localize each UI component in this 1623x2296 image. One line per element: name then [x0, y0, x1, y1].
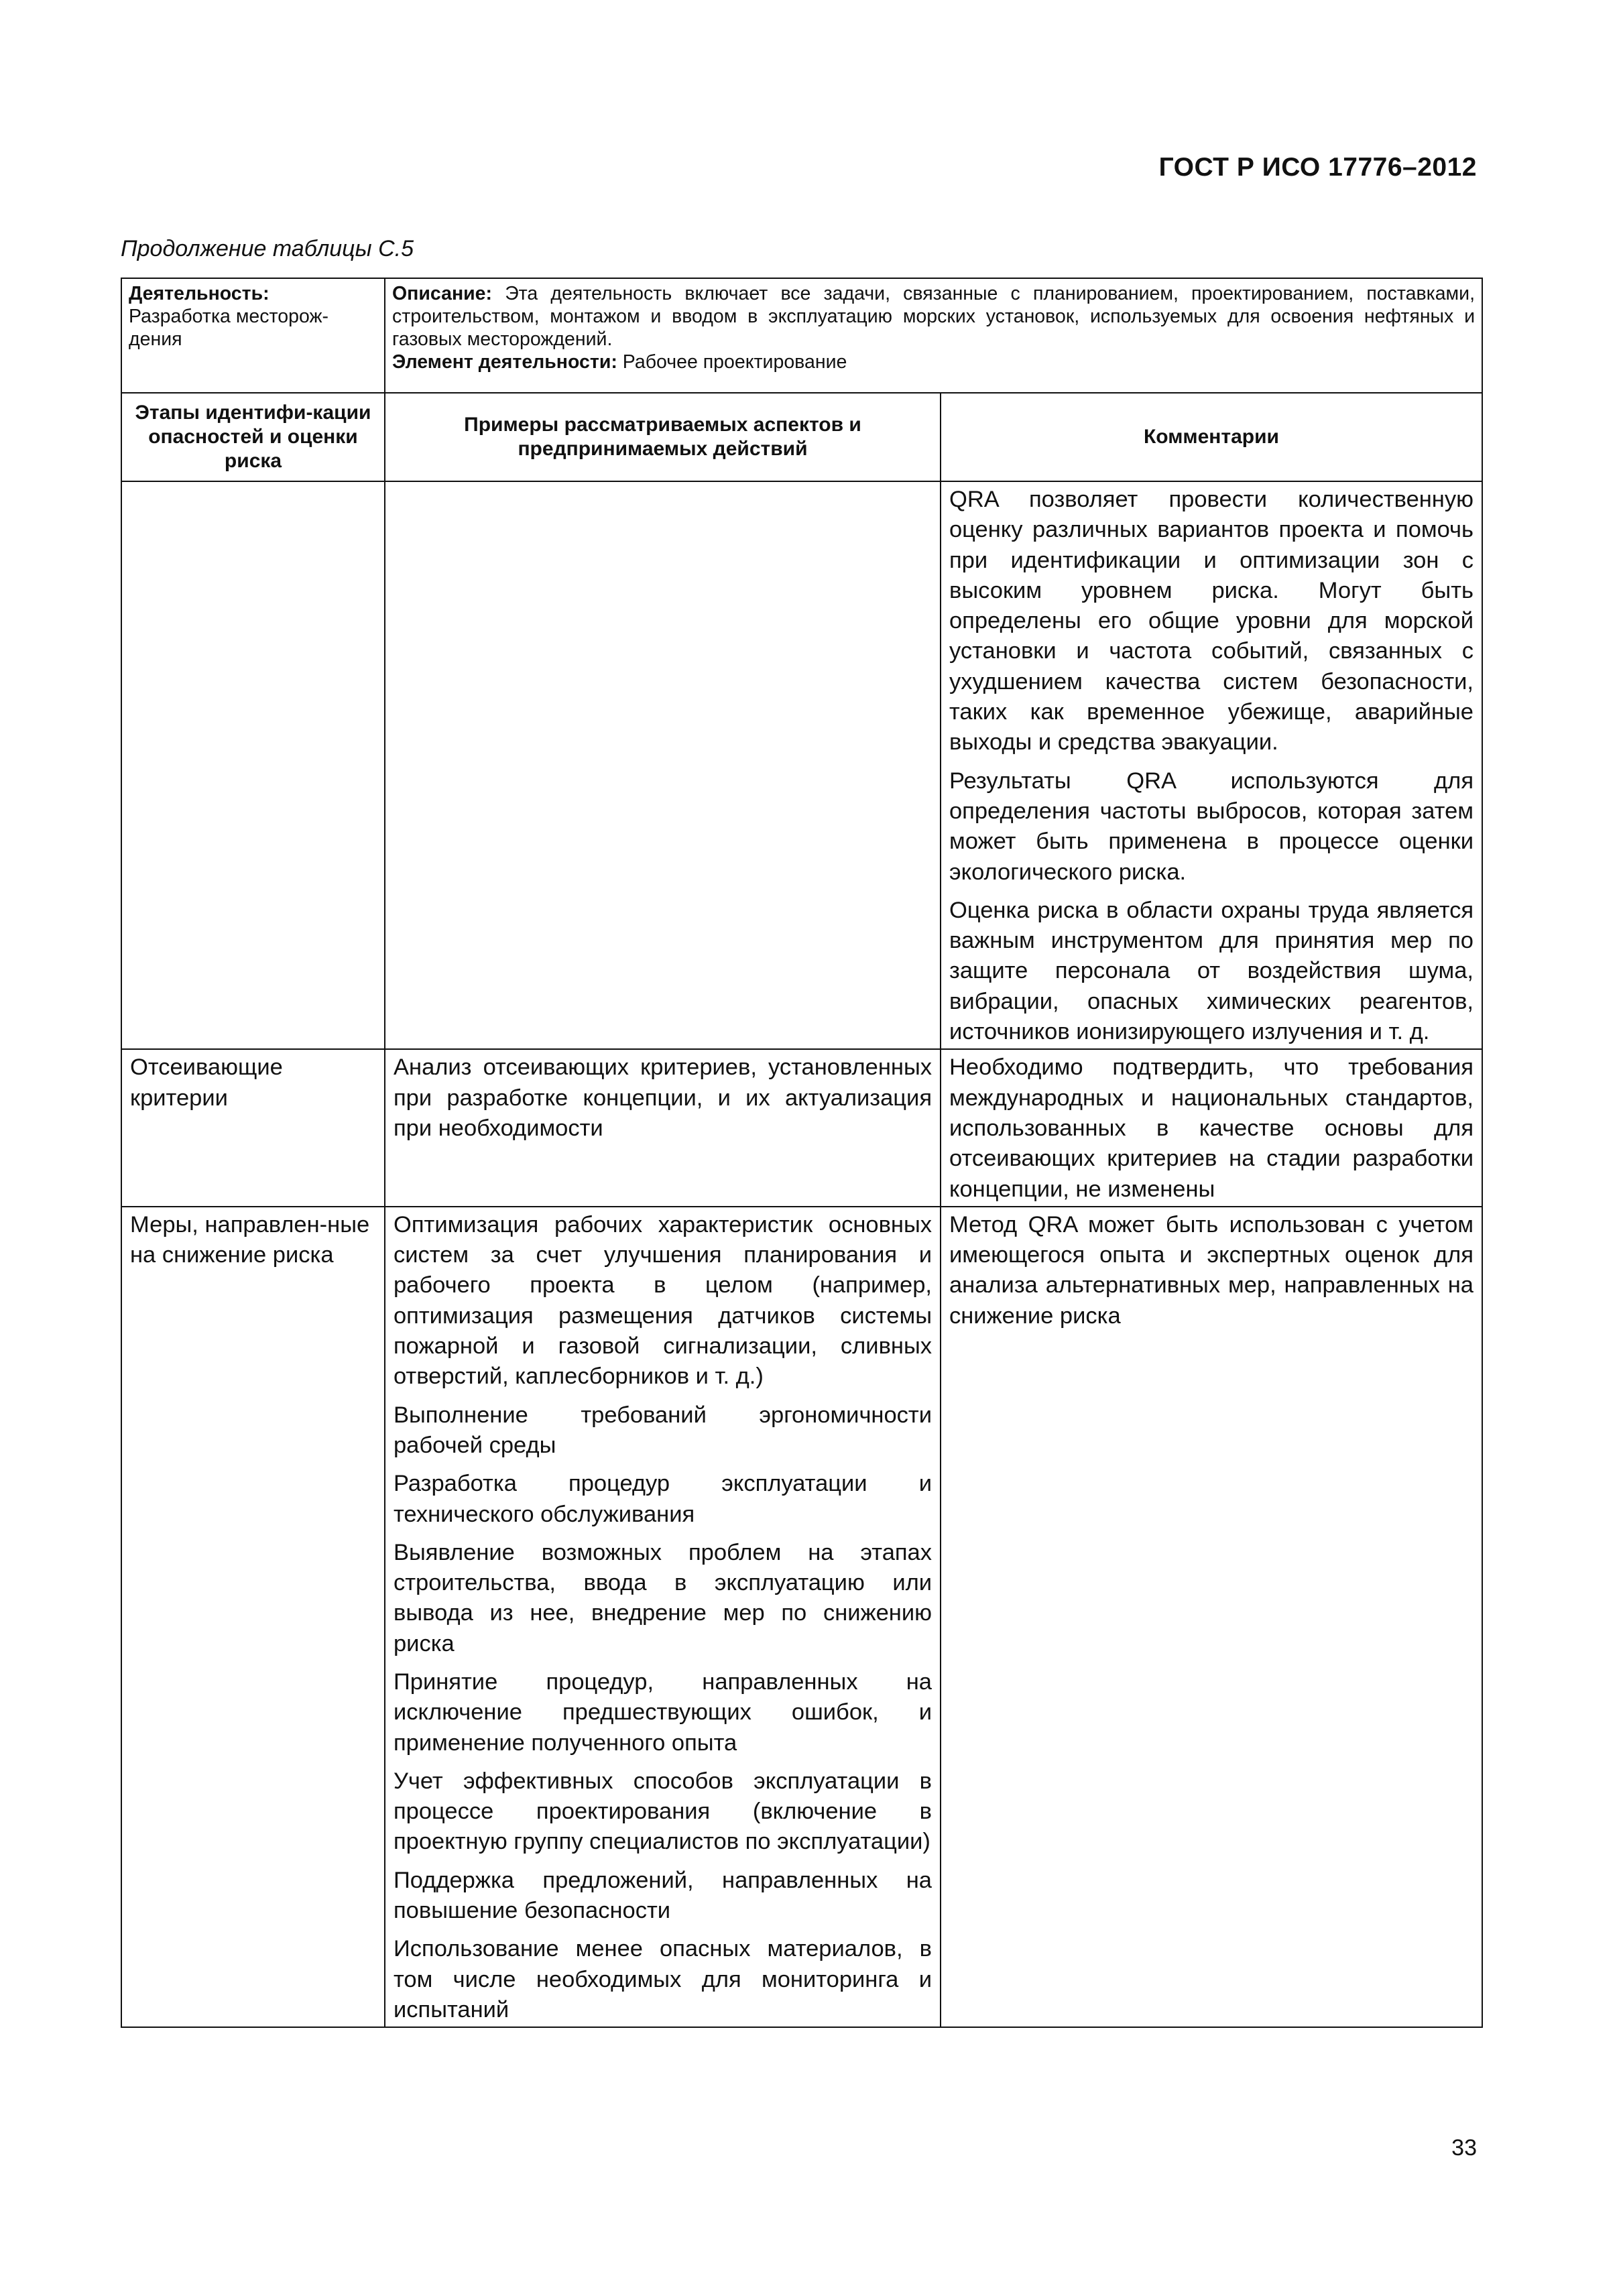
activity-value: Разработка месторож-дения — [129, 306, 329, 350]
example-paragraph: Разработка процедур эксплуатации и технического обслуживания — [394, 1471, 932, 1527]
example-paragraph: Выполнение требований эргономичности рабочей среды — [394, 1402, 932, 1458]
activity-element-value: Рабочее проектирование — [622, 351, 847, 373]
example-paragraph: Поддержка предложений, направленных на повышение безопасности — [394, 1867, 932, 1924]
comment-paragraph: QRA позволяет провести количественную оценку различных вариантов проекта и помочь при идентификации и оптимизации зон с высоким уровнем риска. Могут быть определены его общие уровни для морской установки и частота событий, связанных с ухудшением качества систем безопасности, таких как временное убежище, аварийные выходы и средства эвакуации. — [949, 487, 1474, 756]
column-header-stage: Этапы идентифи-кации опасностей и оценки риска — [121, 393, 385, 481]
column-header-examples: Примеры рассматриваемых аспектов и предпринимаемых действий — [385, 393, 941, 481]
table-row — [121, 1207, 1482, 2027]
document-code: ГОСТ Р ИСО 17776–2012 — [1158, 153, 1477, 182]
description-cell — [385, 278, 1482, 393]
column-header-comments: Комментарии — [941, 393, 1482, 481]
examples-cell — [385, 1049, 941, 1206]
example-paragraph: Выявление возможных проблем на этапах строительства, ввода в эксплуатацию или вывода из нее, внедрение мер по снижению риска — [394, 1539, 932, 1656]
comment-paragraph: Оценка риска в области охраны труда является важным инструментом для принятия мер по защите персонала от воздействия шума, вибрации, опасных химических реагентов, источников ионизирующего излучения и т. д. — [949, 897, 1474, 1045]
comment-paragraph: Метод QRA может быть использован с учетом имеющегося опыта и экспертных оценок для анализа альтернативных мер, направленных на снижение риска — [949, 1211, 1474, 1329]
hazard-table — [121, 278, 1483, 2028]
examples-cell — [385, 481, 941, 1049]
table-row — [121, 1049, 1482, 1206]
examples-cell — [385, 1207, 941, 2027]
comments-cell — [941, 1207, 1482, 2027]
comment-paragraph: Результаты QRA используются для определения частоты выбросов, которая затем может быть применена в процессе оценки экологического риска. — [949, 768, 1474, 885]
comment-paragraph: Необходимо подтвердить, что требования международных и национальных стандартов, использованных в качестве основы для отсеивающих критериев на стадии разработки концепции, не изменены — [949, 1054, 1474, 1202]
column-header-row — [121, 393, 1482, 481]
example-paragraph: Оптимизация рабочих характеристик основных систем за счет улучшения планирования и рабочего проекта в целом (например, оптимизация размещения датчиков системы пожарной и газовой сигнализации, сливных отверстий, каплесборников и т. д.) — [394, 1211, 932, 1390]
description-text: Эта деятельность включает все задачи, связанные с планированием, проектированием, поставками, строительством, монтажом и вводом в эксплуатацию морских установок, используемых для освоения нефтяных и газовых месторождений. — [392, 283, 1475, 350]
activity-label: Деятельность: — [129, 283, 269, 304]
activity-element-label: Элемент деятельности: — [392, 351, 617, 373]
example-paragraph: Учет эффективных способов эксплуатации в процессе проектирования (включение в проектную группу специалистов по эксплуатации) — [394, 1768, 932, 1855]
example-paragraph: Принятие процедур, направленных на исключение предшествующих ошибок, и применение полученного опыта — [394, 1669, 932, 1756]
activity-row — [121, 278, 1482, 393]
description-label: Описание: — [392, 283, 493, 304]
example-paragraph: Анализ отсеивающих критериев, установленных при разработке концепции, и их актуализация при необходимости — [394, 1054, 932, 1141]
activity-cell — [121, 278, 385, 393]
comments-cell — [941, 1049, 1482, 1206]
table-row — [121, 481, 1482, 1049]
stage-cell: Меры, направлен-ные на снижение риска — [121, 1207, 385, 2027]
example-paragraph: Использование менее опасных материалов, в том числе необходимых для мониторинга и испытаний — [394, 1936, 932, 2022]
stage-cell: Отсеивающие критерии — [121, 1049, 385, 1206]
stage-cell — [121, 481, 385, 1049]
comments-cell — [941, 481, 1482, 1049]
table-continuation-caption: Продолжение таблицы С.5 — [121, 236, 414, 261]
page-number: 33 — [1451, 2135, 1477, 2161]
